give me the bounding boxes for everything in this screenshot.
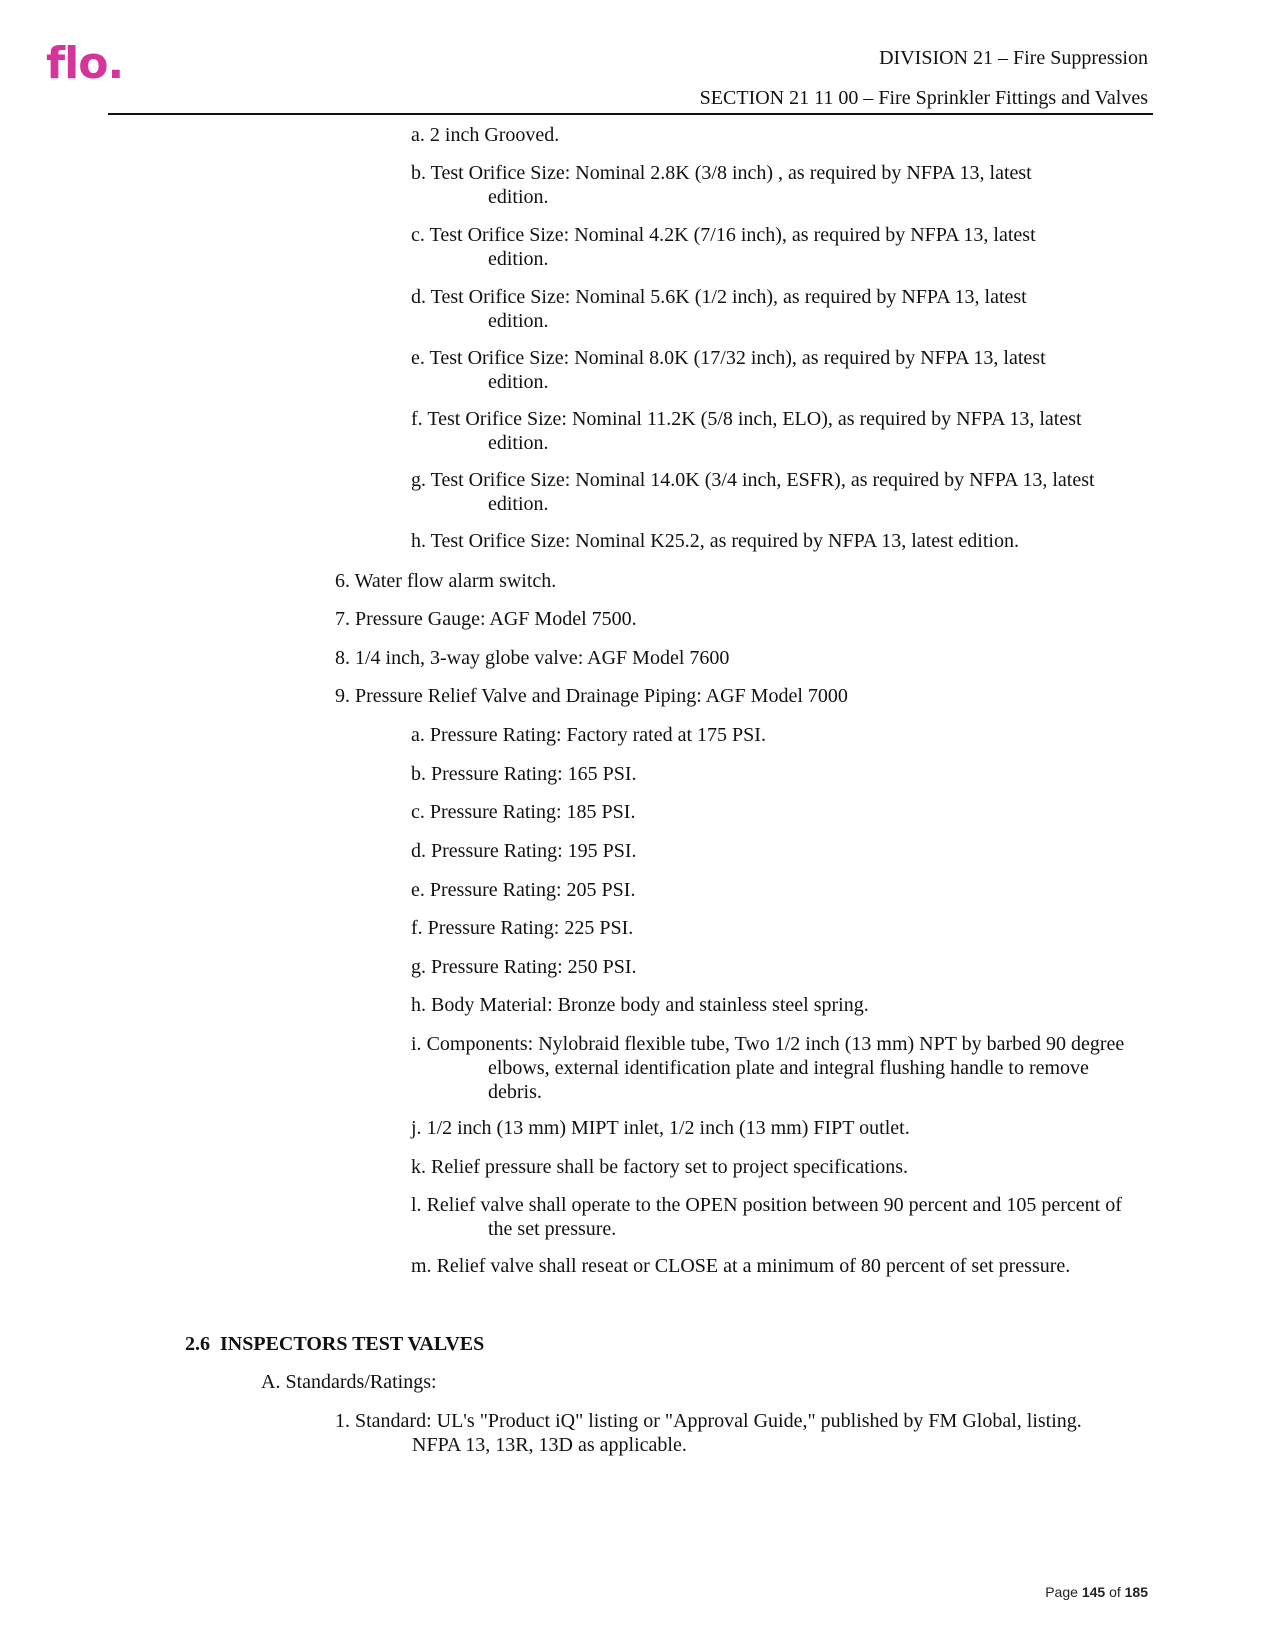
list-item: f. Pressure Rating: 225 PSI. [411,917,634,939]
list-item: c. Test Orifice Size: Nominal 4.2K (7/16 inch), as required by NFPA 13, latest edition. [411,224,1036,270]
division-header: DIVISION 21 – Fire Suppression [879,47,1148,69]
list-item: a. Pressure Rating: Factory rated at 175 PSI. [411,724,766,746]
list-item: k. Relief pressure shall be factory set to project specifications. [411,1156,909,1178]
list-item: 8. 1/4 inch, 3-way globe valve: AGF Model 7600 [335,647,730,669]
list-item: l. Relief valve shall operate to the OPEN position between 90 percent and 105 percent of the set pressure. [411,1194,1122,1240]
list-item: b. Test Orifice Size: Nominal 2.8K (3/8 inch) , as required by NFPA 13, latest edition. [411,162,1032,208]
list-item: e. Pressure Rating: 205 PSI. [411,879,636,901]
list-item: f. Test Orifice Size: Nominal 11.2K (5/8 inch, ELO), as required by NFPA 13, latest edition. [411,408,1082,454]
section-heading: 2.6 INSPECTORS TEST VALVES [185,1333,485,1355]
list-item: 6. Water flow alarm switch. [335,570,557,592]
list-item: c. Pressure Rating: 185 PSI. [411,801,636,823]
list-item: h. Test Orifice Size: Nominal K25.2, as required by NFPA 13, latest edition. [411,530,1019,552]
list-item: e. Test Orifice Size: Nominal 8.0K (17/32 inch), as required by NFPA 13, latest edition. [411,347,1046,393]
list-item: j. 1/2 inch (13 mm) MIPT inlet, 1/2 inch (13 mm) FIPT outlet. [411,1117,910,1139]
flo-logo: flo. [46,38,124,89]
page-number: Page 145 of 185 [1045,1584,1148,1600]
list-item: g. Pressure Rating: 250 PSI. [411,956,637,978]
list-item: m. Relief valve shall reseat or CLOSE at a minimum of 80 percent of set pressure. [411,1255,1071,1277]
list-item: b. Pressure Rating: 165 PSI. [411,763,637,785]
list-item: d. Test Orifice Size: Nominal 5.6K (1/2 inch), as required by NFPA 13, latest edition. [411,286,1027,332]
list-item: i. Components: Nylobraid flexible tube, Two 1/2 inch (13 mm) NPT by barbed 90 degree elbows, external identification plate and integral flushing handle to remove debris. [411,1033,1125,1103]
list-item: g. Test Orifice Size: Nominal 14.0K (3/4 inch, ESFR), as required by NFPA 13, latest edition. [411,469,1095,515]
list-item: 7. Pressure Gauge: AGF Model 7500. [335,608,637,630]
list-item: a. 2 inch Grooved. [411,124,560,146]
list-item: 1. Standard: UL's "Product iQ" listing or "Approval Guide," published by FM Global, listing. NFPA 13, 13R, 13D as applicable. [335,1410,1082,1456]
section-header: SECTION 21 11 00 – Fire Sprinkler Fittings and Valves [699,87,1148,109]
list-item: h. Body Material: Bronze body and stainless steel spring. [411,994,869,1016]
header-rule [108,113,1153,115]
list-item: d. Pressure Rating: 195 PSI. [411,840,637,862]
list-item: A. Standards/Ratings: [261,1371,437,1393]
list-item: 9. Pressure Relief Valve and Drainage Piping: AGF Model 7000 [335,685,848,707]
